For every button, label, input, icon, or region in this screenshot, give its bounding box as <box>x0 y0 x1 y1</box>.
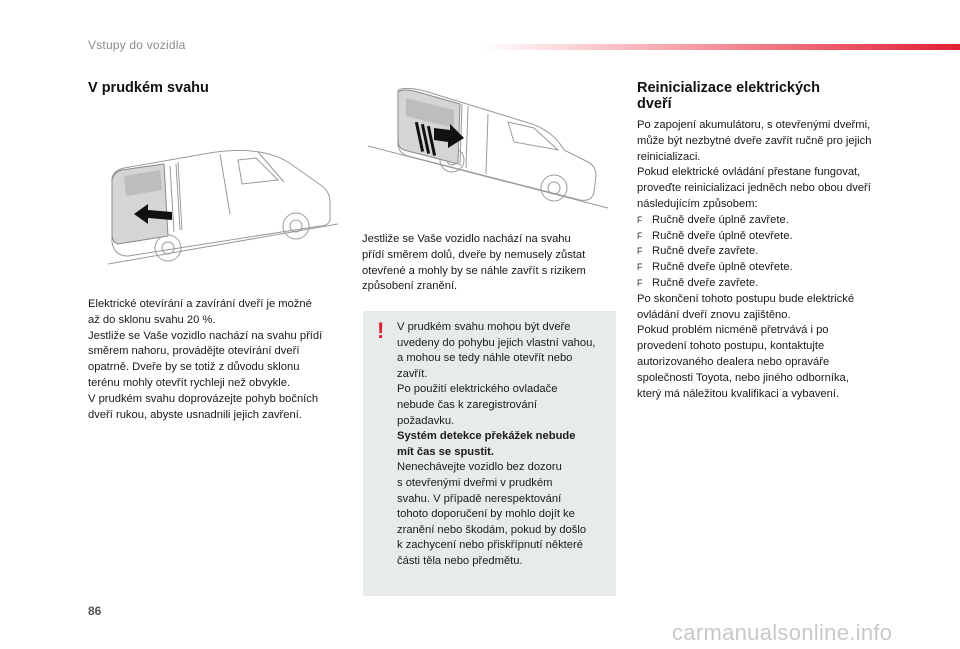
text-line: k zachycení nebo přiskřípnutí některé <box>397 539 583 552</box>
step-text: Ručně dveře zavřete. <box>652 276 759 289</box>
step-text: Ručně dveře úplně otevřete. <box>652 229 793 242</box>
text-line: části těla nebo předmětu. <box>397 554 523 567</box>
text-line: zranění nebo škodám, pokud by došlo <box>397 523 587 536</box>
heading-line: dveří <box>637 96 672 112</box>
van-downhill-illustration <box>368 84 610 214</box>
warning-text <box>397 320 609 570</box>
text-line: V prudkém svahu mohou být dveře <box>397 321 571 333</box>
right-paragraph <box>637 118 905 402</box>
heading-door-reinitialization <box>637 80 867 112</box>
text-line: V prudkém svahu doprovázejte pohyb bočních <box>88 392 319 405</box>
text-line: autorizovaného dealera nebo opraváře <box>637 355 830 368</box>
step-text: Ručně dveře zavřete. <box>652 245 759 258</box>
text-line: nebude čas k zaregistrování <box>397 398 537 411</box>
text-line: a mohou se tedy náhle otevřít nebo <box>397 352 573 365</box>
text-line: Jestliže se Vaše vozidlo nachází na svahu přídí <box>88 329 323 342</box>
text-line: Elektrické otevírání a zavírání dveří je možné <box>88 298 312 310</box>
bullet-icon: F <box>637 277 643 288</box>
warning-exclamation-icon: ! <box>377 318 385 343</box>
step-item <box>637 244 905 260</box>
text-line: Po zapojení akumulátoru, s otevřenými dveřmi, <box>637 119 871 131</box>
text-line: Po skončení tohoto postupu bude elektrické <box>637 292 855 305</box>
middle-paragraph <box>362 232 610 295</box>
text-line: reinicializaci. <box>637 150 701 163</box>
text-line: následujícím způsobem: <box>637 197 758 210</box>
page-number: 86 <box>88 604 102 618</box>
text-line: zavřít. <box>397 367 428 380</box>
text-line: tohoto doporučení by mohlo dojít ke <box>397 508 575 521</box>
text-line: požadavku. <box>397 414 455 427</box>
text-line: společnosti Toyota, nebo jiného odborníka, <box>637 371 849 384</box>
step-text: Ručně dveře úplně otevřete. <box>652 261 793 274</box>
bold-text-line: Systém detekce překážek nebude <box>397 430 576 443</box>
step-item <box>637 213 905 229</box>
step-item <box>637 260 905 276</box>
header-accent-bar <box>480 44 960 50</box>
bullet-icon: F <box>637 214 643 225</box>
text-line: může být nezbytné dveře zavřít ručně pro jejich <box>637 134 872 147</box>
text-line: dveří rukou, abyste usnadnili jejich zavření. <box>88 408 302 421</box>
watermark: carmanualsonline.info <box>672 620 893 645</box>
text-line: který má náležitou kvalifikaci a vybavení. <box>637 387 840 400</box>
text-line: až do sklonu svahu 20 %. <box>88 313 216 326</box>
text-line: uvedeny do pohybu jejich vlastní vahou, <box>397 336 596 349</box>
bullet-icon: F <box>637 262 643 273</box>
heading-steep-slope: V prudkém svahu <box>88 80 209 96</box>
text-line: Pokud problém nicméně přetrvává i po <box>637 324 829 337</box>
text-line: Pokud elektrické ovládání přestane fungovat, <box>637 166 861 179</box>
text-line: směrem nahoru, provádějte otevírání dveří <box>88 345 300 358</box>
text-line: Po použití elektrického ovladače <box>397 383 558 396</box>
bold-text-line: mít čas se spustit. <box>397 445 494 458</box>
text-line: přídí směrem dolů, dveře by nemusely zůstat <box>362 248 586 261</box>
text-line: Jestliže se Vaše vozidlo nachází na svahu <box>362 233 571 245</box>
text-line: ovládání dveří znovu zajištěno. <box>637 308 791 321</box>
heading-line: Reinicializace elektrických <box>637 80 820 96</box>
van-uphill-illustration <box>108 138 340 268</box>
text-line: způsobení zranění. <box>362 280 458 293</box>
text-line: opatrně. Dveře by se totiž z důvodu sklonu <box>88 361 300 374</box>
text-line: provedení tohoto postupu, kontaktujte <box>637 340 825 353</box>
section-title: Vstupy do vozidla <box>88 38 186 52</box>
warning-box <box>363 311 616 596</box>
text-line: svahu. V případě nerespektování <box>397 492 562 505</box>
bullet-icon: F <box>637 230 643 241</box>
text-line: otevřené a mohly by se náhle zavřít s rizikem <box>362 264 586 277</box>
left-paragraph <box>88 297 350 423</box>
text-line: Nenechávejte vozidlo bez dozoru <box>397 461 562 474</box>
text-line: terénu mohly otevřít rychleji než obvykle. <box>88 376 291 389</box>
step-item <box>637 276 905 292</box>
text-line: s otevřenými dveřmi v prudkém <box>397 476 553 489</box>
text-line: proveďte reinicializaci jedněch nebo obou dveří <box>637 182 871 195</box>
step-item <box>637 229 905 245</box>
step-text: Ručně dveře úplně zavřete. <box>652 213 789 226</box>
bullet-icon: F <box>637 246 643 257</box>
